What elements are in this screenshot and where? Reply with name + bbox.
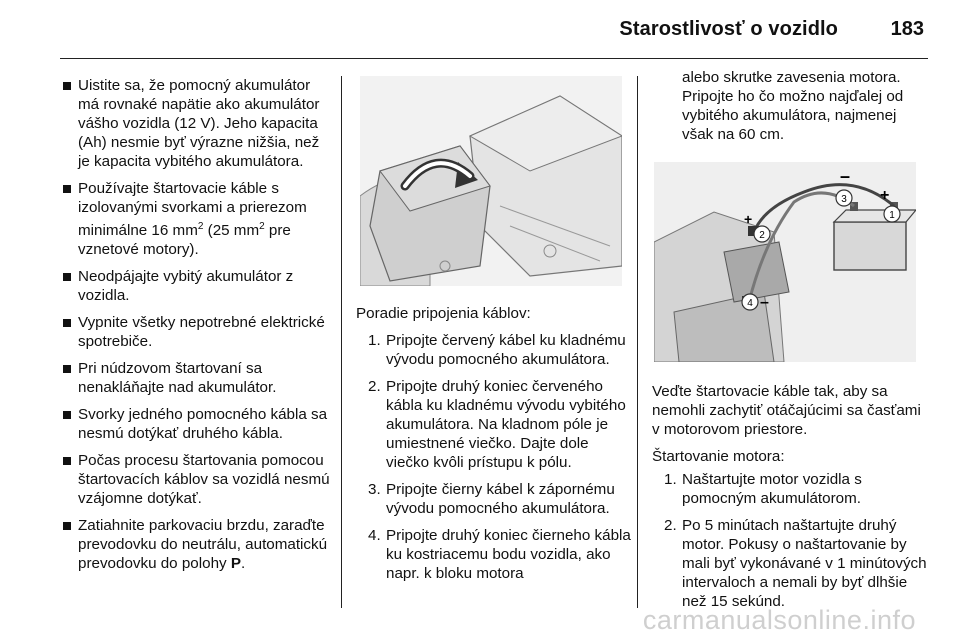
list-item: Svorky jedného pomocného kábla sa nesmú dotýkať druhého kábla. (62, 405, 330, 443)
list-item: Vypnite všetky nepotrebné elektrické spotrebiče. (62, 313, 330, 351)
callout-1: 1 (889, 210, 895, 221)
jump-cable-diagram (654, 162, 916, 362)
callout-2: 2 (759, 230, 765, 241)
watermark: carmanualsonline.info (642, 605, 916, 635)
list-item: Pri núdzovom štartovaní sa nenakláňajte nad akumulátor. (62, 359, 330, 397)
column-divider (637, 76, 638, 608)
battery-cover-illustration (360, 76, 622, 286)
plus-sign-left: + (744, 211, 753, 227)
list-item: Uistite sa, že pomocný akumulátor má rovnaké napätie ako akumulátor vášho vozidla (12 V). Jeho kapacita (Ah) nesmie byť výrazne nižšia, než je kapacita vybitého akumulátora. (62, 76, 330, 171)
continuation-text: alebo skrutke zavesenia motora. Pripojte ho čo možno najďalej od vybitého akumulátora, najmenej však na 60 cm. (682, 69, 904, 143)
column-connection-order (356, 76, 631, 591)
column-divider (341, 76, 342, 608)
battery-cover-drawing (360, 76, 622, 286)
minus-sign-top: – (840, 166, 851, 186)
list-item: 1. Naštartujte motor vozidla s pomocným akumulátorom. (664, 471, 862, 507)
list-item: Neodpájajte vybitý akumulátor z vozidla. (62, 267, 330, 305)
list-item: 1. Pripojte červený kábel ku kladnému vývodu pomocného akumulátora. (368, 332, 626, 368)
list-item: Používajte štartovacie káble s izolovanými svorkami a prierezom minimálne 16 $mm^2$ (25 $mm^2$ pre vznetové motory). (62, 179, 330, 259)
section-title: Starostlivosť o vozidlo (619, 18, 838, 40)
minus-sign-bottom: – (760, 294, 769, 311)
callout-4: 4 (747, 298, 753, 309)
starting-steps (652, 470, 927, 611)
list-item: Počas procesu štartovania pomocou štartovacích káblov sa vozidlá nesmú vzájomne dotýkať. (62, 451, 330, 508)
list-item: Zatiahnite parkovaciu brzdu, zaraďte prevodovku do neutrálu, automatickú prevodovku do polohy P. (62, 516, 330, 573)
connection-intro: Poradie pripojenia káblov: (356, 305, 531, 322)
page-number: 183 (890, 18, 924, 40)
precaution-list (62, 76, 330, 573)
connection-steps (356, 331, 631, 583)
page-header (60, 0, 928, 59)
jump-cable-drawing (654, 162, 916, 362)
list-item: 2. Po 5 minútach naštartujte druhý motor. Pokusy o naštartovanie by mali byť vykonávané v 1 minútových intervaloch a nemali by byť dlhšie než 15 sekúnd. (664, 517, 927, 610)
cable-routing-text: Veďte štartovacie káble tak, aby sa nemohli zachytiť otáčajúcimi sa časťami v motorovom priestore. (652, 383, 921, 438)
list-item: 4. Pripojte druhý koniec čierneho kábla ku kostriacemu bodu vozidla, ako napr. k bloku motora (368, 527, 631, 582)
callout-3: 3 (841, 194, 847, 205)
plus-sign-right: + (880, 187, 890, 204)
column-starting (652, 68, 927, 619)
list-item: 2. Pripojte druhý koniec červeného kábla ku kladnému vývodu vybitého akumulátora. Na kladnom póle je umiestnené viečko. Dajte dole viečko kvôli prístupu k pólu. (368, 378, 626, 471)
column-precautions (62, 76, 330, 581)
starting-heading: Štartovanie motora: (652, 448, 785, 465)
list-item: 3. Pripojte čierny kábel k zápornému vývodu pomocného akumulátora. (368, 481, 615, 517)
